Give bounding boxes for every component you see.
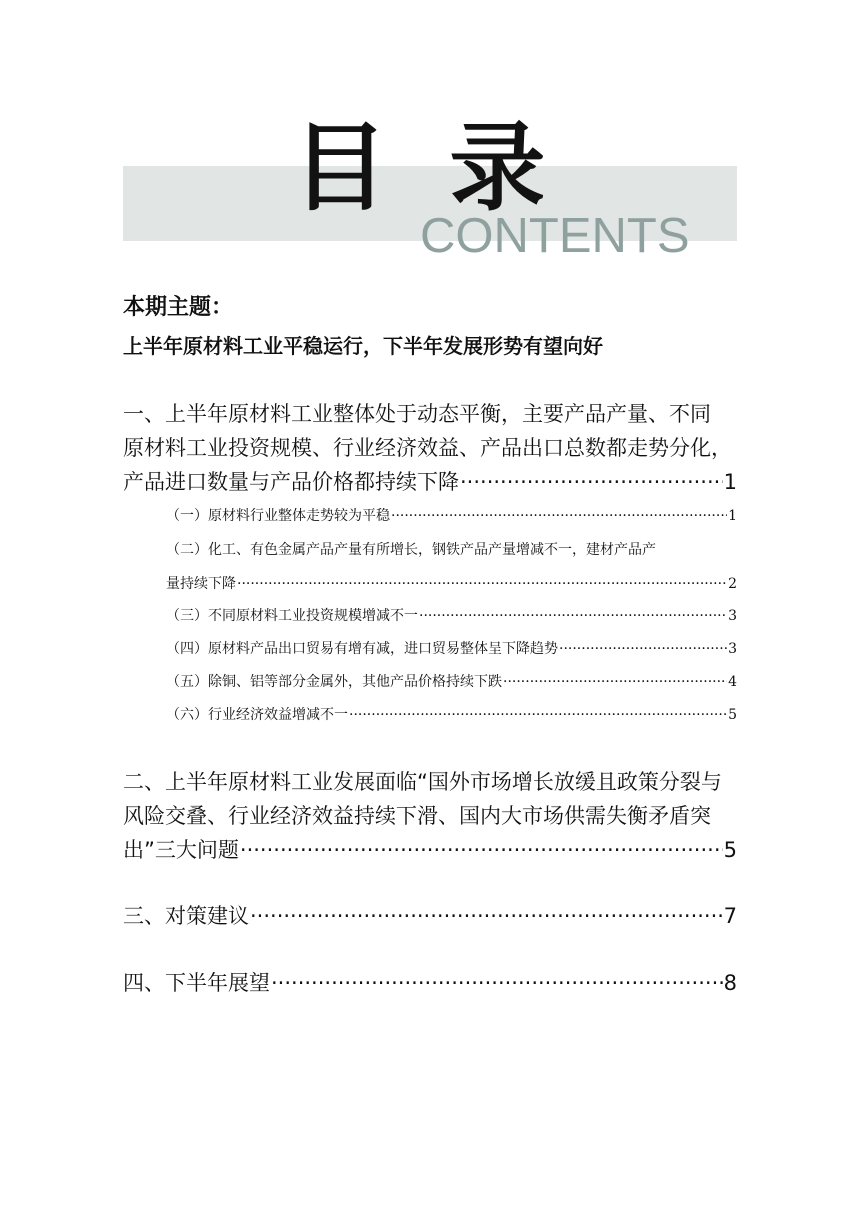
theme-label: 本期主题： bbox=[123, 295, 234, 320]
page-title: 目 录 bbox=[292, 111, 560, 224]
page-number: 3 bbox=[728, 608, 737, 624]
toc-entry-4[interactable] bbox=[123, 966, 737, 1000]
page-number: 8 bbox=[723, 971, 737, 995]
dot-leader bbox=[419, 599, 727, 633]
page-number: 1 bbox=[728, 508, 737, 524]
toc-subentry-text: （四）原材料产品出口贸易有增有减，进口贸易整体呈下降趋势 bbox=[166, 641, 558, 657]
dot-leader bbox=[503, 665, 727, 699]
toc-subentry-text: （六）行业经济效益增减不一 bbox=[166, 707, 348, 723]
toc-subentry-text: （五）除铜、铝等部分金属外，其他产品价格持续下跌 bbox=[166, 674, 502, 690]
toc-entry-line: 产品进口数量与产品价格都持续下降 bbox=[123, 470, 459, 494]
dot-leader bbox=[240, 833, 723, 867]
toc-entry-line: 出”三大问题 bbox=[123, 838, 239, 862]
toc-subentry-6[interactable] bbox=[166, 698, 737, 732]
toc-subentry-text: （一）原材料行业整体走势较为平稳 bbox=[166, 508, 390, 524]
toc-subentry-text: （三）不同原材料工业投资规模增减不一 bbox=[166, 608, 418, 624]
toc-subentry-3[interactable] bbox=[166, 599, 737, 633]
page-number: 1 bbox=[723, 470, 737, 494]
toc-entry-line: 四、下半年展望 bbox=[123, 971, 270, 995]
dot-leader bbox=[460, 465, 723, 499]
toc-subentry-5[interactable] bbox=[166, 665, 737, 699]
toc-entry-2[interactable] bbox=[123, 765, 737, 867]
page-number: 4 bbox=[728, 674, 737, 690]
dot-leader bbox=[250, 899, 723, 933]
dot-leader bbox=[349, 698, 727, 732]
toc-entry-line: 原材料工业投资规模、行业经济效益、产品出口总数都走势分化， bbox=[123, 436, 732, 460]
page-number: 7 bbox=[723, 904, 737, 928]
theme-title: 上半年原材料工业平稳运行，下半年发展形势有望向好 bbox=[123, 334, 603, 358]
toc-subentry-text: （二）化工、有色金属产品产量有所增长，钢铁产品产量增减不一，建材产品产 bbox=[166, 542, 656, 558]
page-number: 2 bbox=[728, 576, 737, 592]
dot-leader bbox=[559, 632, 727, 666]
dot-leader bbox=[391, 499, 727, 533]
dot-leader bbox=[271, 966, 723, 1000]
toc-subentry-1[interactable] bbox=[166, 499, 737, 533]
toc-entry-1[interactable] bbox=[123, 397, 737, 499]
dot-leader bbox=[237, 567, 727, 601]
toc-entry-line: 二、上半年原材料工业发展面临“国外市场增长放缓且政策分裂与 bbox=[123, 770, 722, 794]
toc-subentry-2[interactable] bbox=[166, 533, 737, 601]
page-number: 5 bbox=[728, 707, 737, 723]
toc-entry-3[interactable] bbox=[123, 899, 737, 933]
page-subtitle: CONTENTS bbox=[420, 209, 690, 263]
page-number: 5 bbox=[723, 838, 737, 862]
toc-entry-line: 一、上半年原材料工业整体处于动态平衡，主要产品产量、不同 bbox=[123, 402, 711, 426]
toc-entry-line: 风险交叠、行业经济效益持续下滑、国内大市场供需失衡矛盾突 bbox=[123, 804, 711, 828]
toc-entry-line: 三、对策建议 bbox=[123, 904, 249, 928]
toc-subentry-text: 量持续下降 bbox=[166, 576, 236, 592]
page-number: 3 bbox=[728, 641, 737, 657]
toc-subentry-4[interactable] bbox=[166, 632, 737, 666]
